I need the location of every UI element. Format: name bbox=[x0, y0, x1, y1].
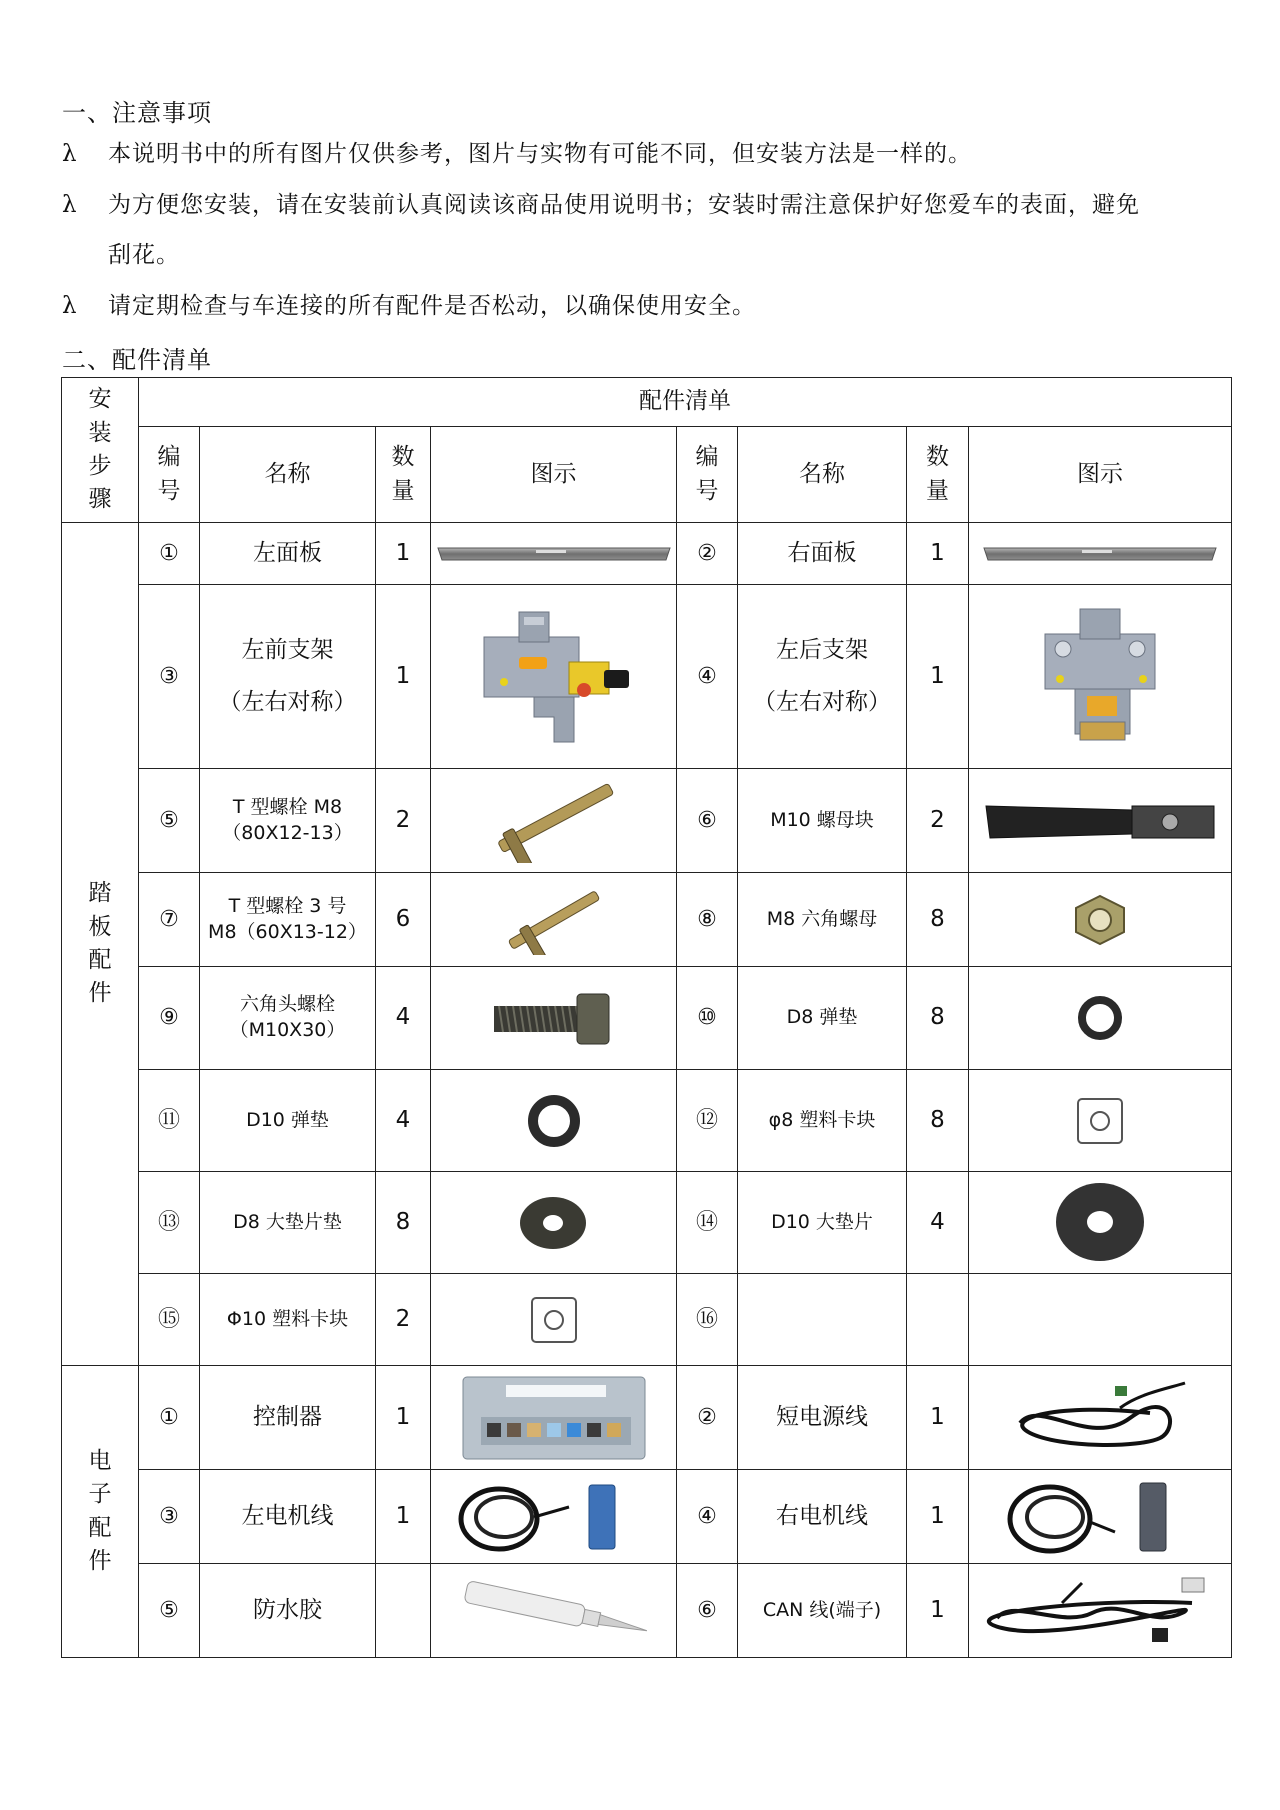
item-quantity: 2 bbox=[376, 769, 431, 873]
item-quantity: 1 bbox=[907, 1470, 969, 1564]
item-name-line: 短电源线 bbox=[776, 1403, 868, 1430]
hex-bolt-image bbox=[431, 988, 676, 1048]
item-number: ② bbox=[677, 523, 738, 585]
item-name-line: 右电机线 bbox=[776, 1502, 868, 1529]
t-bolt-image bbox=[431, 778, 676, 863]
table-row bbox=[62, 1366, 1232, 1470]
item-picture bbox=[431, 1366, 677, 1470]
item-name-line: 左前支架 bbox=[241, 637, 334, 664]
item-name-line: φ8 塑料卡块 bbox=[768, 1108, 876, 1131]
item-name-line: M8 六角螺母 bbox=[766, 907, 878, 930]
section-1-heading: 一、注意事项 bbox=[62, 99, 212, 127]
item-quantity: 8 bbox=[907, 1070, 969, 1172]
item-name-line: 防水胶 bbox=[253, 1596, 322, 1623]
item-name-line: D8 大垫片垫 bbox=[233, 1210, 342, 1233]
item-name-line: CAN 线(端子) bbox=[762, 1598, 882, 1621]
motor-cable-image bbox=[431, 1477, 676, 1557]
item-picture bbox=[431, 1274, 677, 1366]
item-number: ① bbox=[139, 1366, 200, 1470]
panel-image bbox=[431, 544, 676, 564]
item-name-line: （左右对称） bbox=[218, 688, 357, 715]
item-quantity: 4 bbox=[376, 1070, 431, 1172]
plastic-clip-image bbox=[431, 1294, 676, 1346]
item-quantity: 1 bbox=[907, 1564, 969, 1658]
item-name bbox=[200, 1274, 376, 1366]
item-number: ① bbox=[139, 523, 200, 585]
item-picture bbox=[969, 1274, 1232, 1366]
item-picture bbox=[431, 769, 677, 873]
item-quantity: 8 bbox=[907, 873, 969, 967]
item-number: ⑮ bbox=[139, 1274, 200, 1366]
item-name bbox=[200, 769, 376, 873]
item-name-line: 控制器 bbox=[253, 1403, 322, 1430]
controller-image bbox=[431, 1375, 676, 1461]
item-name bbox=[200, 585, 376, 769]
item-quantity: 1 bbox=[376, 1470, 431, 1564]
bullet-mark: λ bbox=[62, 293, 78, 319]
item-quantity: 1 bbox=[376, 585, 431, 769]
parts-table bbox=[61, 377, 1232, 1658]
item-number: ③ bbox=[139, 585, 200, 769]
table-row bbox=[62, 769, 1232, 873]
install-step-header: 安 装 步 骤 bbox=[62, 378, 139, 523]
item-number: ⑫ bbox=[677, 1070, 738, 1172]
table-row bbox=[62, 1274, 1232, 1366]
item-name bbox=[738, 769, 907, 873]
power-cable-image bbox=[969, 1378, 1231, 1458]
item-name bbox=[738, 1564, 907, 1658]
table-row bbox=[62, 1564, 1232, 1658]
col-qty: 数 量 bbox=[376, 427, 431, 523]
item-quantity: 1 bbox=[376, 523, 431, 585]
item-quantity: 2 bbox=[907, 769, 969, 873]
item-picture bbox=[431, 1070, 677, 1172]
item-name-line: D10 大垫片 bbox=[771, 1210, 873, 1233]
item-name-line: 右面板 bbox=[787, 539, 857, 566]
table-row bbox=[62, 873, 1232, 967]
item-name-line: D10 弹垫 bbox=[246, 1108, 329, 1131]
item-name-line: D8 弹垫 bbox=[786, 1006, 858, 1029]
item-name bbox=[738, 967, 907, 1070]
item-name bbox=[200, 1564, 376, 1658]
item-quantity: 2 bbox=[376, 1274, 431, 1366]
item-quantity: 1 bbox=[907, 1366, 969, 1470]
item-picture bbox=[969, 523, 1232, 585]
item-name-line: 六角头螺栓 bbox=[239, 993, 335, 1016]
item-name bbox=[738, 585, 907, 769]
sealant-tube-image bbox=[431, 1581, 676, 1641]
group-label: 踏 板 配 件 bbox=[62, 523, 139, 1366]
item-name bbox=[738, 1070, 907, 1172]
item-name bbox=[738, 523, 907, 585]
item-number: ⑨ bbox=[139, 967, 200, 1070]
item-quantity: 8 bbox=[376, 1172, 431, 1274]
item-picture bbox=[431, 873, 677, 967]
item-number: ⑥ bbox=[677, 1564, 738, 1658]
item-name-line: 左面板 bbox=[253, 539, 322, 566]
item-picture bbox=[431, 1172, 677, 1274]
col-name: 名称 bbox=[200, 427, 376, 523]
item-name-line: （M10X30） bbox=[229, 1019, 346, 1041]
item-name bbox=[200, 967, 376, 1070]
item-picture bbox=[969, 1172, 1232, 1274]
item-picture bbox=[969, 769, 1232, 873]
item-quantity bbox=[907, 1274, 969, 1366]
bullet-mark: λ bbox=[62, 141, 78, 167]
col-pic: 图示 bbox=[431, 427, 677, 523]
item-number: ② bbox=[677, 1366, 738, 1470]
bullet-mark: λ bbox=[62, 192, 78, 218]
item-picture bbox=[431, 967, 677, 1070]
item-picture bbox=[969, 1366, 1232, 1470]
spring-washer-small-image bbox=[969, 993, 1231, 1043]
item-number: ⑤ bbox=[139, 769, 200, 873]
table-title: 配件清单 bbox=[139, 378, 1232, 427]
item-quantity: 4 bbox=[376, 967, 431, 1070]
item-name bbox=[738, 1172, 907, 1274]
panel-image bbox=[969, 544, 1231, 564]
item-name bbox=[738, 1274, 907, 1366]
item-name bbox=[200, 873, 376, 967]
table-row bbox=[62, 585, 1232, 769]
plastic-clip-image bbox=[969, 1095, 1231, 1147]
item-quantity: 1 bbox=[907, 585, 969, 769]
spring-washer-image bbox=[431, 1093, 676, 1149]
bracket-front-image bbox=[431, 602, 676, 752]
note-1: λ 本说明书中的所有图片仅供参考，图片与实物有可能不同，但安装方法是一样的。 bbox=[62, 141, 972, 167]
item-name bbox=[200, 1172, 376, 1274]
item-picture bbox=[431, 523, 677, 585]
table-row bbox=[62, 523, 1232, 585]
col-no: 编 号 bbox=[677, 427, 738, 523]
item-picture bbox=[431, 1564, 677, 1658]
bracket-rear-image bbox=[969, 604, 1231, 749]
item-picture bbox=[969, 1070, 1232, 1172]
item-number: ⑦ bbox=[139, 873, 200, 967]
flat-washer-large-image bbox=[969, 1180, 1231, 1265]
item-name-line: M10 螺母块 bbox=[770, 808, 874, 831]
item-number: ⑯ bbox=[677, 1274, 738, 1366]
note-3: λ 请定期检查与车连接的所有配件是否松动，以确保使用安全。 bbox=[62, 293, 756, 319]
item-number: ⑪ bbox=[139, 1070, 200, 1172]
table-row bbox=[62, 1070, 1232, 1172]
item-name bbox=[738, 873, 907, 967]
nut-block-image bbox=[969, 798, 1231, 843]
section-2-heading: 二、配件清单 bbox=[62, 346, 212, 374]
hex-nut-image bbox=[969, 892, 1231, 948]
item-number: ⑭ bbox=[677, 1172, 738, 1274]
item-picture bbox=[969, 967, 1232, 1070]
item-number: ⑬ bbox=[139, 1172, 200, 1274]
motor-cable-dark-image bbox=[969, 1477, 1231, 1557]
group-label: 电 子 配 件 bbox=[62, 1366, 139, 1658]
item-number: ④ bbox=[677, 1470, 738, 1564]
item-picture bbox=[431, 585, 677, 769]
item-name-line: Φ10 塑料卡块 bbox=[226, 1307, 349, 1330]
item-quantity: 1 bbox=[907, 523, 969, 585]
table-row bbox=[62, 1470, 1232, 1564]
item-picture bbox=[431, 1470, 677, 1564]
item-number: ③ bbox=[139, 1470, 200, 1564]
item-number: ⑥ bbox=[677, 769, 738, 873]
item-name bbox=[738, 1470, 907, 1564]
item-name bbox=[200, 1366, 376, 1470]
note-2-cont: 刮花。 bbox=[108, 242, 180, 268]
item-name bbox=[200, 1070, 376, 1172]
item-quantity: 8 bbox=[907, 967, 969, 1070]
item-name-line: （左右对称） bbox=[753, 688, 891, 715]
item-name-line: M8（60X13-12） bbox=[208, 920, 367, 943]
item-quantity bbox=[376, 1564, 431, 1658]
col-pic: 图示 bbox=[969, 427, 1232, 523]
item-number: ⑩ bbox=[677, 967, 738, 1070]
item-name-line: T 型螺栓 M8 bbox=[232, 795, 343, 818]
item-number: ⑤ bbox=[139, 1564, 200, 1658]
item-number: ④ bbox=[677, 585, 738, 769]
col-name: 名称 bbox=[738, 427, 907, 523]
note-2: λ 为方便您安装，请在安装前认真阅读该商品使用说明书；安装时需注意保护好您爱车的表面，避免 bbox=[62, 192, 1140, 218]
can-cable-image bbox=[969, 1573, 1231, 1648]
item-name bbox=[738, 1366, 907, 1470]
col-qty: 数 量 bbox=[907, 427, 969, 523]
item-picture bbox=[969, 1470, 1232, 1564]
item-quantity: 6 bbox=[376, 873, 431, 967]
item-picture bbox=[969, 873, 1232, 967]
col-no: 编 号 bbox=[139, 427, 200, 523]
item-name bbox=[200, 523, 376, 585]
flat-washer-image bbox=[431, 1193, 676, 1253]
item-name-line: （80X12-13） bbox=[222, 821, 353, 844]
table-row bbox=[62, 1172, 1232, 1274]
header-row bbox=[62, 427, 1232, 523]
item-picture bbox=[969, 585, 1232, 769]
item-quantity: 4 bbox=[907, 1172, 969, 1274]
item-name-line: T 型螺栓 3 号 bbox=[228, 894, 347, 917]
item-number: ⑧ bbox=[677, 873, 738, 967]
item-picture bbox=[969, 1564, 1232, 1658]
item-name-line: 左后支架 bbox=[776, 637, 868, 664]
item-quantity: 1 bbox=[376, 1366, 431, 1470]
table-row bbox=[62, 967, 1232, 1070]
t-bolt-small-image bbox=[431, 885, 676, 955]
item-name-line: 左电机线 bbox=[241, 1502, 334, 1529]
item-name bbox=[200, 1470, 376, 1564]
